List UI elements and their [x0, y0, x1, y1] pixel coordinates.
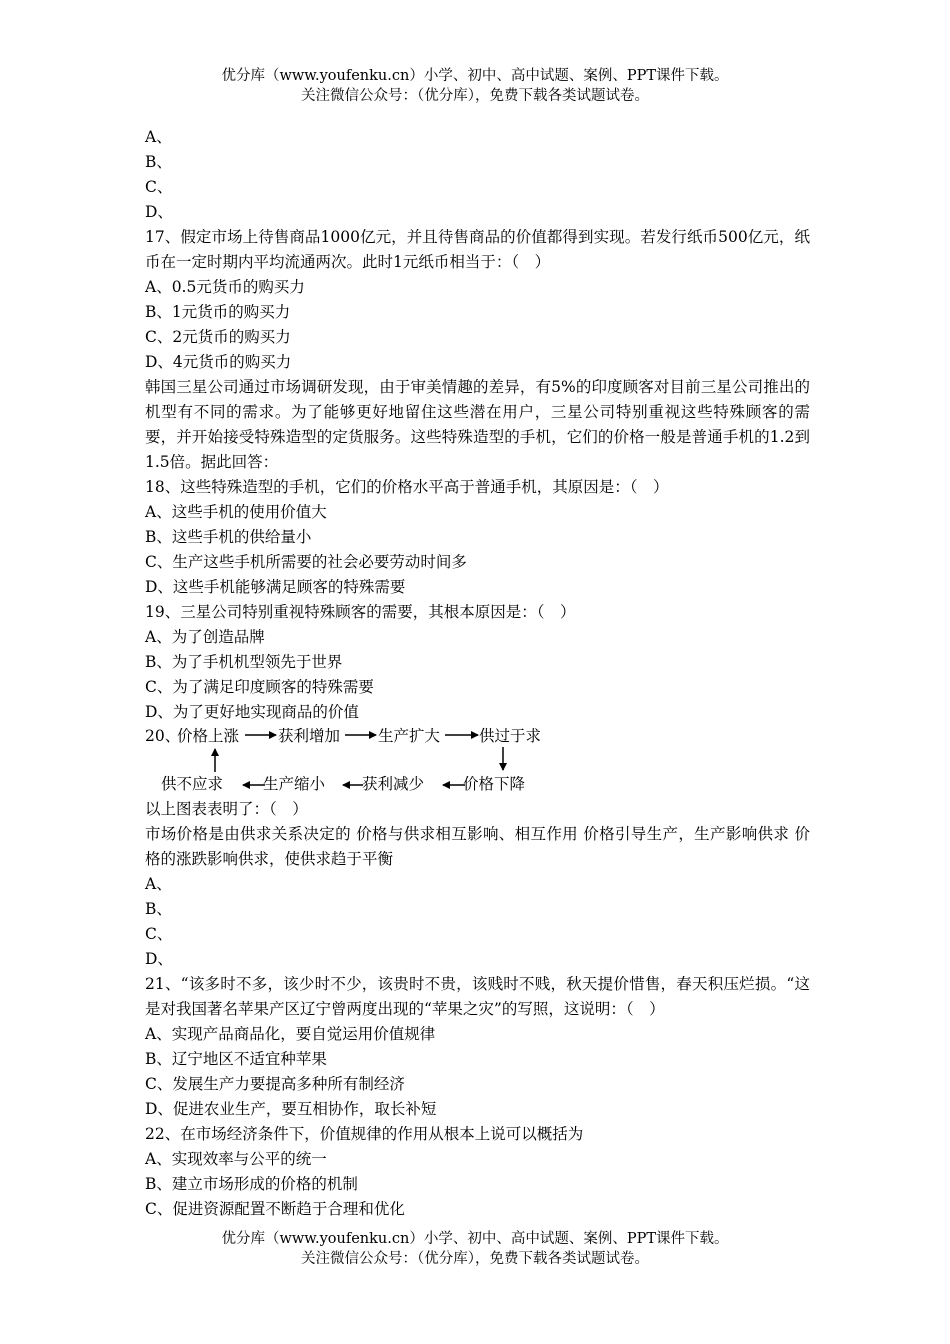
q16-option-d: D、	[145, 203, 173, 221]
q19-stem: 19、三星公司特别重视特殊顾客的需要，其根本原因是：（ ）	[145, 603, 576, 621]
q22-option-a: A、实现效率与公平的统一	[145, 1150, 327, 1168]
page-header	[0, 66, 950, 106]
q19-option-b: B、为了手机机型领先于世界	[145, 653, 343, 671]
reading-passage: 韩国三星公司通过市场调研发现，由于审美情趣的差异，有5%的印度顾客对目前三星公司推出的机型有不同的需求。为了能够更好地留住这些潜在用户，三星公司特别重视这些特殊顾客的需要，并开始接受特殊造型的定货服务。这些特殊造型的手机，它们的价格一般是普通手机的1.2到1.5倍。据此回答：	[145, 378, 810, 471]
q17-option-c: C、2元货币的购买力	[145, 328, 291, 346]
q21-option-b: B、辽宁地区不适宜种苹果	[145, 1050, 327, 1068]
q21-option-a: A、实现产品商品化，要自觉运用价值规律	[145, 1025, 436, 1043]
diagram-node-price-down: 价格下降	[463, 775, 526, 793]
q20-prefix: 20、	[145, 727, 181, 745]
q16-option-c: C、	[145, 178, 173, 196]
q22-option-b: B、建立市场形成的价格的机制	[145, 1175, 358, 1193]
header-line-2: 关注微信公众号：（优分库），免费下载各类试题试卷。	[301, 88, 649, 104]
q20-option-c: C、	[145, 925, 173, 943]
q21-stem: 21、“该多时不多，该少时不少，该贵时不贵，该贱时不贱，秋天提价惜售，春天积压烂损。“这是对我国著名苹果产区辽宁曾两度出现的“苹果之灾”的写照，这说明：（ ）	[145, 975, 810, 1018]
q16-option-b: B、	[145, 153, 172, 171]
q20-option-d: D、	[145, 950, 173, 968]
page-footer	[0, 1229, 950, 1269]
price-cycle-diagram	[145, 725, 810, 797]
q17-option-d: D、4元货币的购买力	[145, 353, 292, 371]
q18-option-a: A、这些手机的使用价值大	[145, 503, 327, 521]
q21-option-c: C、发展生产力要提高多种所有制经济	[145, 1075, 405, 1093]
q22-option-c: C、促进资源配置不断趋于合理和优化	[145, 1200, 405, 1218]
q22-stem: 22、在市场经济条件下，价值规律的作用从根本上说可以概括为	[145, 1125, 584, 1143]
q19-option-d: D、为了更好地实现商品的价值	[145, 703, 359, 721]
diagram-node-oversupply: 供过于求	[479, 727, 542, 745]
document-body	[145, 125, 810, 1222]
q19-option-a: A、为了创造品牌	[145, 628, 265, 646]
diagram-node-profit-up: 获利增加	[278, 727, 341, 745]
diagram-node-profit-down: 获利减少	[362, 775, 425, 793]
q20-stem: 以上图表表明了：（ ）	[145, 800, 308, 818]
diagram-node-production-expand: 生产扩大	[378, 727, 441, 745]
footer-line-2: 关注微信公众号：（优分库），免费下载各类试题试卷。	[301, 1251, 649, 1267]
diagram-node-undersupply: 供不应求	[161, 775, 224, 793]
q20-option-a: A、	[145, 875, 172, 893]
header-line-1: 优分库（www.youfenku.cn）小学、初中、高中试题、案例、PPT课件下载。	[221, 68, 729, 84]
diagram-node-production-shrink: 生产缩小	[263, 775, 326, 793]
q16-option-a: A、	[145, 128, 172, 146]
q18-stem: 18、这些特殊造型的手机，它们的价格水平高于普通手机，其原因是：（ ）	[145, 478, 669, 496]
q17-stem: 17、假定市场上待售商品1000亿元，并且待售商品的价值都得到实现。若发行纸币500亿元，纸币在一定时期内平均流通两次。此时1元纸币相当于：（ ）	[145, 228, 810, 271]
q20-option-b: B、	[145, 900, 172, 918]
q20-statement: 市场价格是由供求关系决定的 价格与供求相互影响、相互作用 价格引导生产，生产影响供求 价格的涨跌影响供求，使供求趋于平衡	[145, 825, 810, 868]
footer-line-1: 优分库（www.youfenku.cn）小学、初中、高中试题、案例、PPT课件下载。	[221, 1231, 729, 1247]
q18-option-d: D、这些手机能够满足顾客的特殊需要	[145, 578, 406, 596]
q19-option-c: C、为了满足印度顾客的特殊需要	[145, 678, 374, 696]
q17-option-a: A、0.5元货币的购买力	[145, 278, 305, 296]
diagram-node-price-up: 价格上涨	[177, 727, 240, 745]
q18-option-c: C、生产这些手机所需要的社会必要劳动时间多	[145, 553, 467, 571]
q18-option-b: B、这些手机的供给量小	[145, 528, 312, 546]
q21-option-d: D、促进农业生产，要互相协作，取长补短	[145, 1100, 437, 1118]
q17-option-b: B、1元货币的购买力	[145, 303, 291, 321]
